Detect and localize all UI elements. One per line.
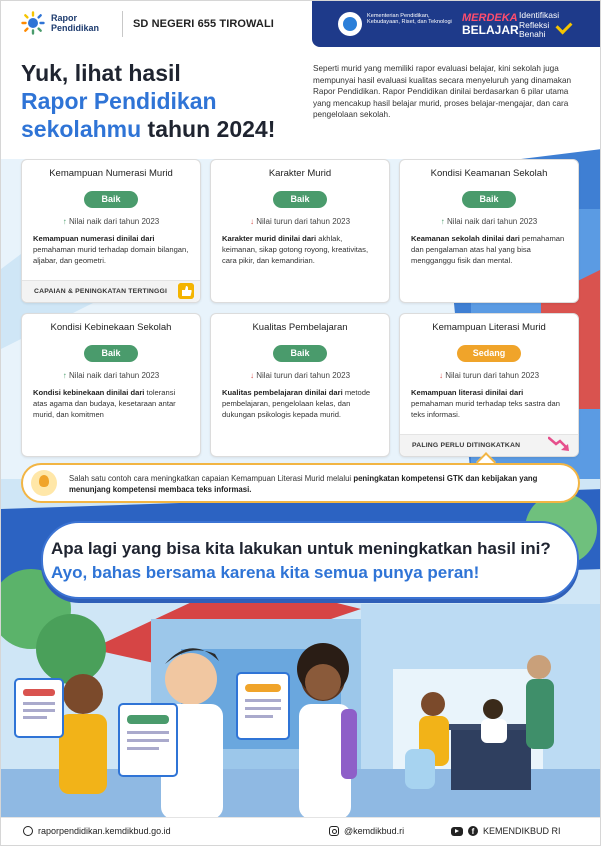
- trend-label: Nilai naik dari tahun 2023: [68, 371, 160, 380]
- card-description-bold: Kualitas pembelajaran dinilai dari: [222, 388, 343, 397]
- trend-text: [222, 371, 378, 380]
- merdeka-belajar-logo: [462, 12, 519, 36]
- partner-logos-band: [312, 1, 601, 47]
- card-description-bold: Kondisi kebinekaan dinilai dari: [33, 388, 145, 397]
- arrow-down-icon: ↓: [249, 217, 254, 226]
- status-badge: Baik: [84, 191, 138, 208]
- arrow-up-icon: ↑: [62, 217, 67, 226]
- footer-instagram[interactable]: [329, 826, 404, 836]
- trend-label: Nilai turun dari tahun 2023: [445, 371, 540, 380]
- irb-line2: Refleksi: [519, 19, 550, 30]
- literacy-tip: [21, 463, 580, 503]
- card-keamanan: [399, 159, 579, 303]
- card-description-rest: pemahaman dan pengalaman atas hal yang bisa mengganggu fisik dan mental.: [411, 234, 565, 265]
- merdeka-line2: BELAJAR: [462, 23, 519, 37]
- status-badge: Baik: [273, 191, 327, 208]
- status-badge: Baik: [462, 191, 516, 208]
- card-description: [411, 388, 567, 420]
- discussion-callout: [41, 521, 579, 599]
- card-kebinekaan: [21, 313, 201, 457]
- card-description: [411, 234, 567, 266]
- sun-logo-icon: [21, 11, 45, 35]
- logo-line1: Rapor: [51, 13, 78, 23]
- arrow-up-icon: ↑: [62, 371, 67, 380]
- card-title: Kemampuan Numerasi Murid: [49, 168, 173, 179]
- card-title: Kemampuan Literasi Murid: [432, 322, 546, 333]
- title-line3-rest: tahun 2024!: [141, 116, 276, 142]
- card-title: Kualitas Pembelajaran: [252, 322, 348, 333]
- intro-paragraph: Seperti murid yang memiliki rapor evaluasi belajar, kini sekolah juga mempunyai hasil evaluasi kualitas secara menyeluruh yang dinamakan Rapor Pendidikan. Rapor Pendidikan dinilai berdasarkan 6 pilar utama yang mencakup hasil belajar murid, proses belajar-mengajar, dan cara pengelolaan sekolah.: [313, 64, 572, 120]
- tip-text: Salah satu contoh cara meningkatkan capaian Kemampuan Literasi Murid melalui: [69, 474, 354, 483]
- ministry-name: Kementerian Pendidikan, Kebudayaan, Riset, dan Teknologi: [367, 13, 452, 26]
- trend-text: [33, 217, 189, 226]
- arrow-down-icon: ↓: [438, 371, 443, 380]
- trend-text: [411, 371, 567, 380]
- question-line1: Apa lagi yang bisa kita lakukan untuk meningkatkan hasil ini?: [51, 539, 551, 558]
- irb-line1: Identifikasi: [519, 10, 560, 20]
- title-line1: Yuk, lihat hasil: [21, 60, 181, 86]
- card-title: Kondisi Keamanan Sekolah: [430, 168, 548, 179]
- card-numerasi: [21, 159, 201, 303]
- card-description-rest: metode pembelajaran, pengelolaan kelas, dan dukungan psikologis kepada murid.: [222, 388, 371, 419]
- globe-icon: [23, 826, 33, 836]
- lightbulb-icon: [31, 470, 57, 496]
- trend-text: [411, 217, 567, 226]
- footer: [1, 817, 601, 846]
- trend-text: [33, 371, 189, 380]
- rapor-pendidikan-logo: [21, 11, 99, 35]
- thumbs-up-icon: [178, 283, 194, 299]
- card-description-rest: pemahaman murid terhadap domain bilangan, aljabar, dan geometri.: [33, 244, 189, 265]
- trend-label: Nilai naik dari tahun 2023: [68, 217, 160, 226]
- card-description-bold: Kemampuan literasi dinilai dari: [411, 388, 524, 397]
- card-description-rest: pemahaman murid terhadap teks sastra dan teks informasi.: [411, 398, 561, 419]
- social-handle[interactable]: KEMENDIKBUD RI: [483, 826, 561, 836]
- logo-line2: Pendidikan: [51, 23, 100, 33]
- arrow-up-icon: ↑: [440, 217, 445, 226]
- title-line2: Rapor Pendidikan: [21, 88, 217, 114]
- card-literasi: [399, 313, 579, 457]
- card-description-rest: toleransi atas agama dan budaya, kesetaraan antar murid, dan komitmen: [33, 388, 176, 419]
- kemdikbud-emblem-icon: [338, 12, 362, 36]
- instagram-handle[interactable]: @kemdikbud.ri: [344, 826, 405, 836]
- tip-text-bold: peningkatan kompetensi GTK dan kebijakan yang menunjang kompetensi membaca teks informasi.: [69, 474, 538, 494]
- merdeka-line1: MERDEKA: [462, 12, 518, 24]
- card-description: [33, 234, 189, 266]
- status-badge: Baik: [84, 345, 138, 362]
- ribbon-label: CAPAIAN & PENINGKATAN TERTINGGI: [34, 288, 168, 295]
- card-description: [222, 388, 378, 420]
- trend-down-icon: [548, 436, 570, 452]
- card-description-bold: Keamanan sekolah dinilai dari: [411, 234, 520, 243]
- irb-logo: [519, 11, 559, 40]
- trend-label: Nilai turun dari tahun 2023: [256, 217, 351, 226]
- trend-text: [222, 217, 378, 226]
- card-pembelajaran: [210, 313, 390, 457]
- trend-label: Nilai naik dari tahun 2023: [446, 217, 538, 226]
- arrow-down-icon: ↓: [249, 371, 254, 380]
- status-badge: Sedang: [457, 345, 521, 362]
- youtube-icon: [451, 827, 463, 836]
- footer-website[interactable]: [23, 826, 171, 836]
- card-description-bold: Kemampuan numerasi dinilai dari: [33, 234, 155, 243]
- trend-label: Nilai turun dari tahun 2023: [256, 371, 351, 380]
- instagram-icon: [329, 826, 339, 836]
- header: [1, 1, 601, 49]
- facebook-icon: f: [468, 826, 478, 836]
- card-description-rest: akhlak, keimanan, sikap gotong royong, kreativitas, cara pikir, dan kemandirian.: [222, 234, 369, 265]
- title-line3-highlight: sekolahmu: [21, 116, 142, 142]
- card-title: Karakter Murid: [268, 168, 332, 179]
- school-name: SD NEGERI 655 TIROWALI: [133, 18, 274, 30]
- highlight-ribbon: [22, 280, 200, 302]
- question-line2: Ayo, bahas bersama karena kita semua punya peran!: [51, 563, 480, 582]
- header-divider: [122, 11, 123, 37]
- website-link[interactable]: raporpendidikan.kemdikbud.go.id: [38, 826, 171, 836]
- footer-social[interactable]: [451, 826, 561, 836]
- status-badge: Baik: [273, 345, 327, 362]
- card-description-bold: Karakter murid dinilai dari: [222, 234, 317, 243]
- logo-wordmark: [51, 13, 99, 33]
- ribbon-label: PALING PERLU DITINGKATKAN: [412, 442, 521, 449]
- page-title: [21, 59, 275, 143]
- card-description: [222, 234, 378, 266]
- card-title: Kondisi Kebinekaan Sekolah: [50, 322, 172, 333]
- irb-line3: Benahi: [519, 29, 546, 39]
- title-line3: [21, 116, 275, 142]
- card-description: [33, 388, 189, 420]
- card-karakter: [210, 159, 390, 303]
